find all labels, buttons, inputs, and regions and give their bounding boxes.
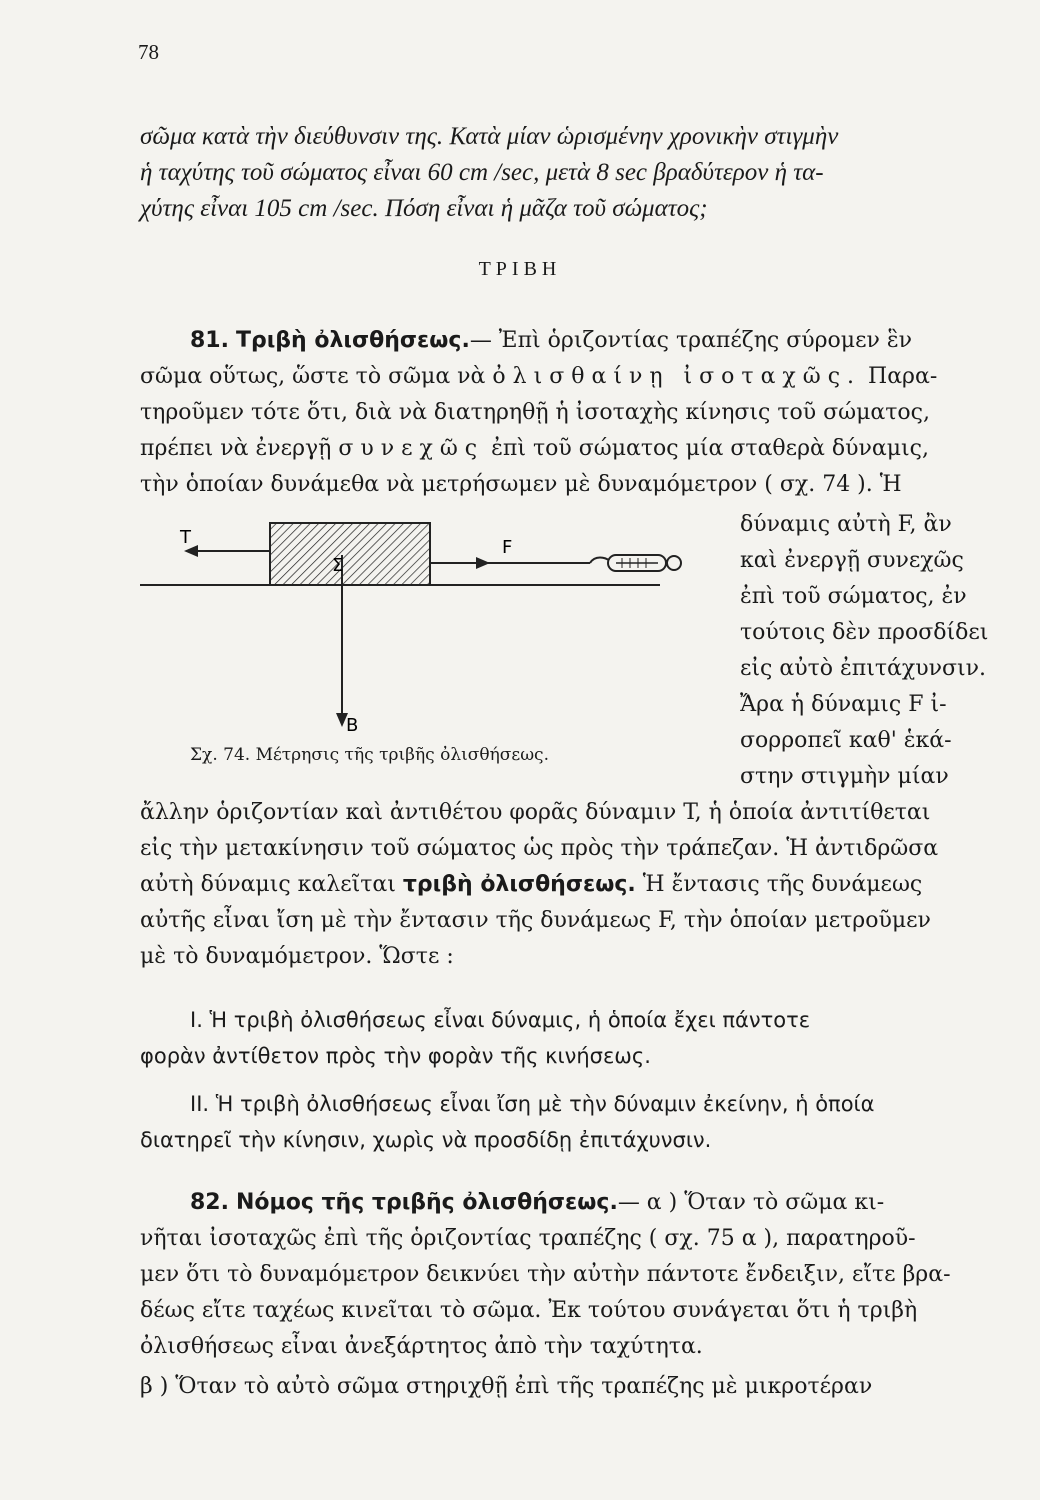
- label-F: F: [502, 537, 513, 558]
- dynamometer: [590, 555, 681, 571]
- side-line-6: Ἄρα ἡ δύναμις F ἰ-: [740, 692, 947, 717]
- s81-after-line-2: εἰς τὴν μετακίνησιν τοῦ σώματος ὡς πρὸς τὴν τράπεζαν. Ἡ ἀντιδρῶσα: [140, 836, 939, 861]
- s81-line-4-b: ἐπὶ τοῦ σώματος μία σταθερὰ δύναμις,: [491, 436, 929, 461]
- s81-term-line: [140, 870, 922, 900]
- section-heading: ΤΡΙΒΗ: [478, 258, 562, 280]
- rule-2-line-2: διατηρεῖ τὴν κίνησιν, χωρὶς νὰ προσδίδῃ ἐπιτάχυνσιν.: [140, 1128, 712, 1152]
- s81-line-1-rest: — Ἐπὶ ὁριζοντίας τραπέζης σύρομεν ἓν: [469, 328, 913, 353]
- side-line-1: δύναμις αὐτὴ F, ἂν: [740, 512, 952, 537]
- problem-line-2: ἡ ταχύτης τοῦ σώματος εἶναι 60 cm /sec, μετὰ 8 sec βραδύτερον ἡ τα-: [140, 159, 824, 186]
- side-line-8: στην στιγμὴν μίαν: [740, 764, 949, 789]
- s82-line-3: μεν ὅτι τὸ δυναμόμετρον δεικνύει τὴν αὐτὴν πάντοτε ἔνδειξιν, εἴτε βρα-: [140, 1262, 951, 1287]
- s81-line-2-a: σῶμα οὕτως, ὥστε τὸ σῶμα νὰ: [140, 364, 486, 389]
- side-line-4: τούτοις δὲν προσδίδει: [740, 620, 989, 645]
- s82-line-1-rest: — α ) Ὅταν τὸ σῶμα κι-: [617, 1190, 885, 1215]
- side-line-2: καὶ ἐνεργῇ συνεχῶς: [740, 548, 964, 573]
- s82-line-5: ὀλισθήσεως εἶναι ἀνεξάρτητος ἀπὸ τὴν ταχύτητα.: [140, 1334, 703, 1359]
- side-line-5: εἰς αὐτὸ ἐπιτάχυνσιν.: [740, 656, 986, 681]
- sliding-block: [270, 523, 430, 585]
- s81-line-2-emph: ὀλισθαίνῃ ἰσοταχῶς.: [492, 364, 862, 389]
- s81-term-a: αὐτὴ δύναμις καλεῖται: [140, 872, 396, 897]
- page-number: 78: [138, 40, 159, 64]
- problem-line-1: σῶμα κατὰ τὴν διεύθυνσιν της. Κατὰ μίαν ὡρισμένην χρονικὴν στιγμὴν: [140, 123, 839, 150]
- s81-number: 81.: [190, 328, 229, 353]
- rule-1-line-1: I. Ἡ τριβὴ ὀλισθήσεως εἶναι δύναμις, ἡ ὁποία ἔχει πάντοτε: [190, 1008, 811, 1032]
- s82-heading: Νόμος τῆς τριβῆς ὀλισθήσεως.: [235, 1190, 618, 1215]
- figure-caption: Σχ. 74. Μέτρησις τῆς τριβῆς ὀλισθήσεως.: [190, 745, 549, 765]
- s82-line-2: νῆται ἰσοταχῶς ἐπὶ τῆς ὁριζοντίας τραπέζης ( σχ. 75 α ), παρατηροῦ-: [140, 1226, 916, 1251]
- rule-2-line-1: II. Ἡ τριβὴ ὀλισθήσεως εἶναι ἴση μὲ τὴν δύναμιν ἐκείνην, ἡ ὁποία: [190, 1092, 875, 1116]
- s81-line-4: [140, 434, 929, 464]
- problem-line-3: χύτης εἶναι 105 cm /sec. Πόση εἶναι ἡ μᾶζα τοῦ σώματος;: [140, 195, 708, 222]
- side-line-7: σορροπεῖ καθ' ἑκά-: [740, 728, 952, 753]
- s81-term-bold: τριβὴ ὀλισθήσεως.: [402, 872, 636, 897]
- side-line-3: ἐπὶ τοῦ σώματος, ἐν: [740, 584, 967, 609]
- rule-1-line-2: φορὰν ἀντίθετον πρὸς τὴν φορὰν τῆς κινήσεως.: [140, 1044, 651, 1068]
- s82-line-4: δέως εἴτε ταχέως κινεῖται τὸ σῶμα. Ἐκ τούτου συνάγεται ὅτι ἡ τριβὴ: [140, 1298, 918, 1323]
- s81-line-5: τὴν ὁποίαν δυνάμεθα νὰ μετρήσωμεν μὲ δυναμόμετρον ( σχ. 74 ). Ἡ: [140, 472, 902, 497]
- pull-force-arrowhead: [476, 557, 490, 569]
- label-S: Σ: [332, 555, 344, 576]
- s81-line-4-a: πρέπει νὰ ἐνεργῇ: [140, 436, 332, 461]
- label-B: B: [346, 715, 359, 736]
- s81-line-1: [190, 326, 912, 356]
- s82-number: 82.: [190, 1190, 229, 1215]
- s81-after-line-1: ἄλλην ὁριζοντίαν καὶ ἀντιθέτου φορᾶς δύναμιν T, ἡ ὁποία ἀντιτίθεται: [140, 800, 931, 825]
- s81-final-line-1: αὐτῆς εἶναι ἴση μὲ τὴν ἔντασιν τῆς δυνάμεως F, τὴν ὁποίαν μετροῦμεν: [140, 908, 931, 933]
- friction-diagram: [140, 515, 720, 745]
- s81-line-2: [140, 362, 937, 392]
- s81-line-3: τηροῦμεν τότε ὅτι, διὰ νὰ διατηρηθῇ ἡ ἰσοταχὴς κίνησις τοῦ σώματος,: [140, 400, 930, 425]
- s82-line-6: β ) Ὅταν τὸ αὐτὸ σῶμα στηριχθῇ ἐπὶ τῆς τραπέζης μὲ μικροτέραν: [140, 1374, 873, 1399]
- s81-term-b: Ἡ ἔντασις τῆς δυνάμεως: [642, 872, 923, 897]
- s81-line-4-emph: συνεχῶς: [338, 436, 485, 461]
- s81-final-line-2: μὲ τὸ δυναμόμετρον. Ὥστε :: [140, 944, 454, 969]
- s81-heading: Τριβὴ ὀλισθήσεως.: [235, 328, 470, 353]
- s82-line-1: [190, 1188, 884, 1218]
- label-T: T: [180, 527, 191, 548]
- s81-line-2-b: Παρα-: [868, 364, 938, 389]
